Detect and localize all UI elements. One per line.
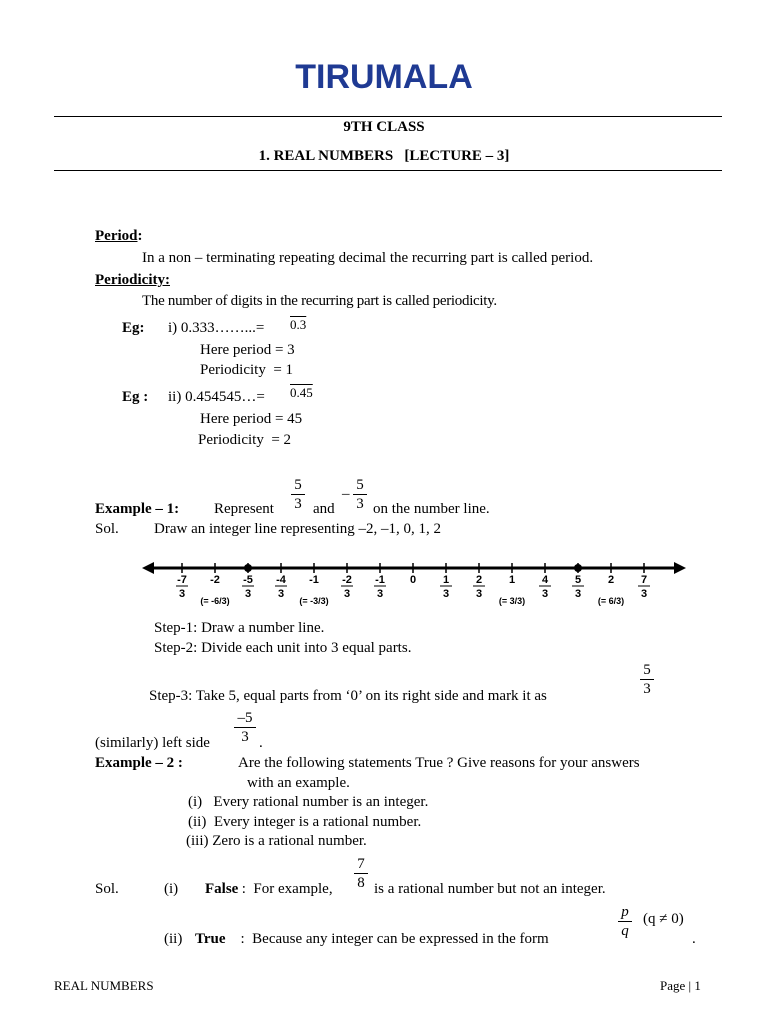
eg1-text: i) 0.333……...= — [168, 320, 265, 336]
example1-frac2-den: 3 — [356, 496, 364, 512]
tick-label-den: 3 — [343, 588, 351, 600]
eg2-periodicity: Periodicity = 2 — [198, 432, 292, 448]
period-heading-colon: : — [137, 228, 143, 244]
fraction-bar — [291, 494, 305, 495]
step-3: Step-3: Take 5, equal parts from ‘0’ on its right side and mark it as — [149, 688, 547, 704]
tick-label-den: 3 — [178, 588, 186, 600]
periodicity-heading: Periodicity: — [95, 272, 170, 288]
tick-label-num: 5 — [574, 574, 582, 586]
sol2-text: : Because any integer can be expressed in the form — [233, 931, 549, 947]
example1-frac1-den: 3 — [294, 496, 302, 512]
tick-label-equivalent: (= 3/3) — [498, 596, 526, 606]
example1-represent: Represent — [214, 501, 274, 517]
tick-label-equivalent: (= -3/3) — [299, 596, 329, 606]
period-heading — [95, 228, 143, 245]
sol1-fraction — [354, 856, 368, 891]
step3-frac-den: 3 — [643, 681, 651, 697]
example1-fraction-1 — [291, 477, 305, 512]
sol1-index: (i) — [164, 881, 179, 897]
left-frac-num: –5 — [237, 710, 253, 726]
tick-label-num: 7 — [640, 574, 648, 586]
fraction-bar — [354, 873, 368, 874]
fraction-bar — [234, 727, 256, 728]
tick-label-den: 3 — [376, 588, 384, 600]
fraction-bar — [353, 494, 367, 495]
eg1-label: Eg: — [122, 320, 145, 336]
tick-label-den: 3 — [541, 588, 549, 600]
tick-label-num: 0 — [409, 574, 417, 586]
tick-label-equivalent: (= 6/3) — [597, 596, 625, 606]
sol1-frac-num: 7 — [357, 856, 365, 872]
eg1-periodicity: Periodicity = 1 — [200, 362, 294, 378]
example1-fraction-2 — [353, 477, 367, 512]
example2-item-2: (ii) Every integer is a rational number. — [188, 814, 422, 830]
chapter-title: 1. REAL NUMBERS [LECTURE – 3] — [258, 148, 510, 164]
eg1-notation: 0.3 — [290, 317, 307, 332]
sol1-false: False — [205, 881, 239, 897]
tick-label-num: -4 — [276, 574, 286, 586]
tick-label-den: 3 — [574, 588, 582, 600]
tick-label-den: 3 — [244, 588, 252, 600]
top-rule — [54, 116, 722, 117]
number-line-ticks — [176, 563, 650, 606]
similarly-end: . — [259, 735, 263, 751]
example2-text-2: with an example. — [247, 775, 350, 791]
logo: TIRUMALA — [295, 58, 473, 96]
tick-label-equivalent: (= -6/3) — [200, 596, 230, 606]
tick-label-num: -2 — [210, 574, 220, 586]
example2-sol-label: Sol. — [95, 881, 119, 897]
example2-label: Example – 2 : — [95, 755, 183, 771]
tick-label-num: 2 — [475, 574, 483, 586]
tick-label-num: -1 — [375, 574, 385, 586]
sol2-condition: (q ≠ 0) — [643, 911, 684, 927]
example1-minus: – — [342, 486, 350, 502]
tick-label-den: 3 — [640, 588, 648, 600]
tick-label-den: 3 — [475, 588, 483, 600]
sol2-index: (ii) — [164, 931, 183, 947]
example1-frac2-num: 5 — [356, 477, 364, 493]
footer-right: Page | 1 — [660, 978, 701, 993]
tick-label-num: -1 — [309, 574, 319, 586]
tick-label-num: 1 — [442, 574, 450, 586]
example1-and: and — [313, 501, 335, 517]
header-rule — [54, 170, 722, 171]
example1-tail: on the number line. — [373, 501, 490, 517]
sol2-true: True — [195, 931, 226, 947]
step-2: Step-2: Divide each unit into 3 equal parts. — [154, 640, 412, 656]
tick-label-num: 4 — [541, 574, 549, 586]
similarly-text: (similarly) left side — [95, 735, 210, 751]
sol2-frac-den: q — [621, 923, 629, 939]
tick-label-num: 2 — [607, 574, 615, 586]
eg2-text: ii) 0.454545…= — [168, 389, 265, 405]
example2-item-3: (iii) Zero is a rational number. — [186, 833, 367, 849]
sol1-tail: is a rational number but not an integer. — [374, 881, 606, 897]
marked-point — [574, 564, 582, 572]
sol2-frac-num: p — [621, 904, 629, 920]
sol2-end: . — [692, 931, 696, 947]
tick-label-den: 3 — [277, 588, 285, 600]
tick-label-num: -5 — [243, 574, 253, 586]
sol1-frac-den: 8 — [357, 875, 365, 891]
tick-label-num: -2 — [342, 574, 352, 586]
class-title: 9TH CLASS — [343, 119, 425, 135]
fraction-bar — [640, 679, 654, 680]
step3-fraction — [640, 662, 654, 697]
eg1-period: Here period = 3 — [200, 342, 295, 358]
sol1-text: : For example, — [238, 881, 333, 897]
example1-sol-label: Sol. — [95, 521, 119, 537]
example2-item-1: (i) Every rational number is an integer. — [188, 794, 429, 810]
periodicity-definition: The number of digits in the recurring part is called periodicity. — [142, 293, 497, 309]
example1-sol-text: Draw an integer line representing –2, –1, 0, 1, 2 — [154, 521, 441, 537]
fraction-bar — [618, 921, 632, 922]
period-heading-text: Period — [95, 228, 138, 244]
marked-point — [244, 564, 252, 572]
number-line — [140, 552, 690, 618]
left-arrow-icon — [142, 562, 154, 574]
eg2-notation: 0.45 — [290, 385, 313, 400]
example2-text: Are the following statements True ? Give reasons for your answers — [238, 755, 640, 771]
footer-left: REAL NUMBERS — [54, 978, 154, 993]
period-definition: In a non – terminating repeating decimal the recurring part is called period. — [142, 250, 594, 266]
step3-frac-num: 5 — [643, 662, 651, 678]
sol2-fraction — [618, 904, 632, 939]
right-arrow-icon — [674, 562, 686, 574]
eg2-period: Here period = 45 — [200, 411, 303, 427]
tick-label-den: 3 — [442, 588, 450, 600]
tick-label-num: -7 — [177, 574, 187, 586]
left-fraction — [234, 710, 256, 745]
left-frac-den: 3 — [241, 729, 249, 745]
example1-frac1-num: 5 — [294, 477, 302, 493]
eg2-label: Eg : — [122, 389, 149, 405]
example1-label: Example – 1: — [95, 501, 180, 517]
step-1: Step-1: Draw a number line. — [154, 620, 325, 636]
tick-label-num: 1 — [508, 574, 516, 586]
